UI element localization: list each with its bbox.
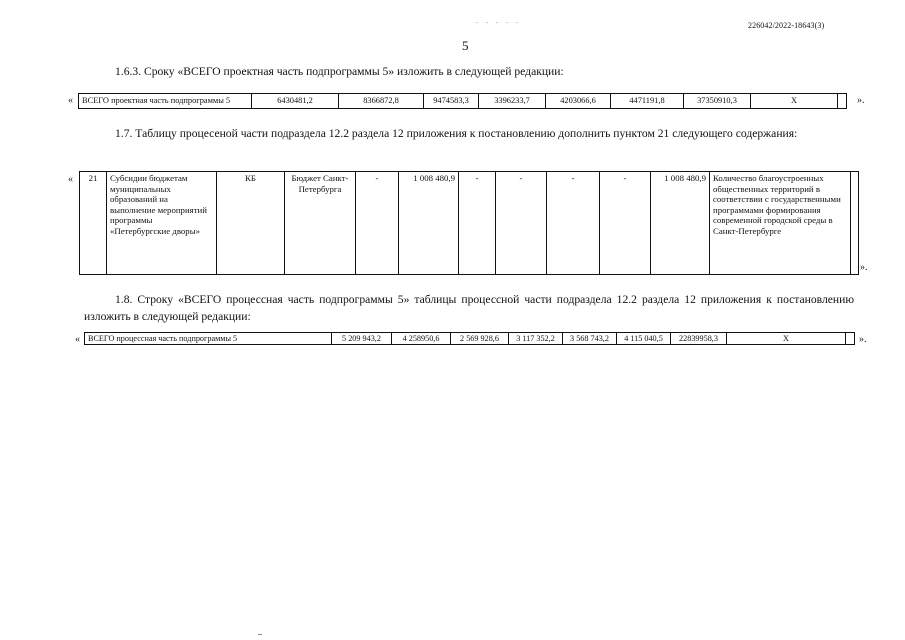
- table-project-total: [78, 93, 847, 109]
- cell-value: 4471191,8: [611, 94, 684, 109]
- paragraph-1-8: 1.8. Строку «ВСЕГО процессная часть подпрограммы 5» таблицы процессной части подраздела 12.2 раздела 12 приложения к постановлению изложить в следующей редакции:: [84, 293, 854, 323]
- table-process-total: [84, 332, 855, 345]
- close-quote-1: ».: [857, 95, 865, 106]
- table-row: [80, 172, 859, 275]
- cell-value: 4 115 040,5: [617, 333, 671, 345]
- cell-value: -: [356, 172, 399, 275]
- scan-artifact: [258, 634, 262, 635]
- cell-value: 5 209 943,2: [332, 333, 392, 345]
- cell-indicator: Количество благоустроенных общественных территорий в соответствии с государственными программами формирования современной городской среды в Санкт-Петербурге: [710, 172, 851, 275]
- open-quote-3: «: [75, 334, 80, 345]
- table-row: [85, 333, 855, 345]
- cell-value: 1 008 480,9: [651, 172, 710, 275]
- cell-event: Субсидии бюджетам муниципальных образований на выполнение мероприятий программы «Петербургские дворы»: [107, 172, 217, 275]
- cell-value: 3396233,7: [479, 94, 546, 109]
- cell-value: 1 008 480,9: [399, 172, 459, 275]
- cell-value: 4203066,6: [546, 94, 611, 109]
- cell-value: 3 568 743,2: [563, 333, 617, 345]
- cell-value: 9474583,3: [424, 94, 479, 109]
- cell-value: -: [459, 172, 496, 275]
- document-number: 226042/2022-18643(3): [748, 21, 825, 30]
- cell-value: Х: [727, 333, 846, 345]
- cell-value: -: [600, 172, 651, 275]
- close-quote-2: ».: [860, 262, 868, 273]
- row-label: ВСЕГО процессная часть подпрограммы 5: [85, 333, 332, 345]
- page-number: 5: [462, 38, 469, 53]
- paragraph-1-6-3: 1.6.3. Сроку «ВСЕГО проектная часть подпрограммы 5» изложить в следующей редакции:: [115, 65, 564, 78]
- cell-empty: [838, 94, 847, 109]
- paragraph-1-7: 1.7. Таблицу процесеной части подраздела 12.2 раздела 12 приложения к постановлению дополнить пунктом 21 следующего содержания:: [115, 127, 798, 140]
- table-row: [79, 94, 847, 109]
- cell-value: -: [547, 172, 600, 275]
- cell-value: Х: [751, 94, 838, 109]
- cell-value: 37350910,3: [684, 94, 751, 109]
- table-process-item-21: [79, 171, 859, 275]
- header-dots: . . . . .: [476, 16, 521, 25]
- cell-empty: [846, 333, 855, 345]
- cell-value: 2 569 928,6: [451, 333, 509, 345]
- cell-value: -: [496, 172, 547, 275]
- cell-value: 22839958,3: [671, 333, 727, 345]
- cell-value: 4 258950,6: [392, 333, 451, 345]
- cell-budget-code: КБ: [217, 172, 285, 275]
- open-quote-2: «: [68, 174, 73, 185]
- row-label: ВСЕГО проектная часть подпрограммы 5: [79, 94, 252, 109]
- cell-empty: [851, 172, 859, 275]
- cell-value: 3 117 352,2: [509, 333, 563, 345]
- cell-number: 21: [80, 172, 107, 275]
- cell-value: 6430481,2: [252, 94, 339, 109]
- cell-source: Бюджет Санкт-Петербурга: [285, 172, 356, 275]
- cell-value: 8366872,8: [339, 94, 424, 109]
- close-quote-3: ».: [859, 334, 867, 345]
- open-quote-1: «: [68, 95, 73, 106]
